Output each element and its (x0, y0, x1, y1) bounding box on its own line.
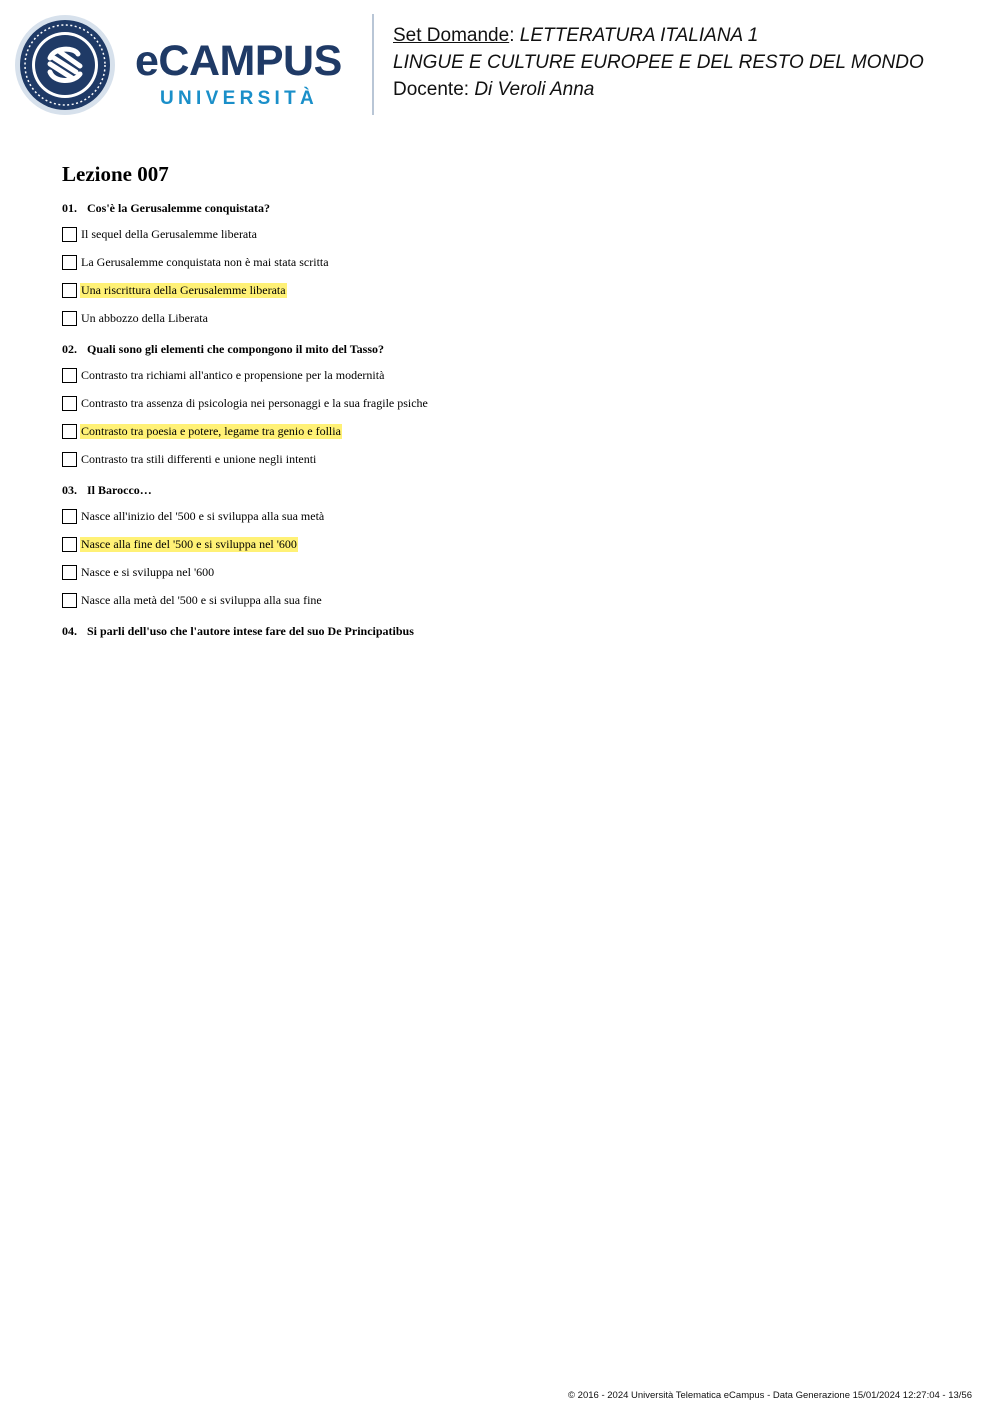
university-logo (14, 14, 359, 118)
answer-checkbox[interactable] (62, 227, 77, 242)
answer-text: Nasce alla metà del '500 e si sviluppa alla sua fine (81, 593, 322, 607)
question (62, 623, 942, 639)
answer-checkbox[interactable] (62, 424, 77, 439)
answer-text: Un abbozzo della Liberata (81, 311, 208, 325)
question-title (62, 623, 942, 639)
answer-option[interactable] (62, 281, 942, 300)
answer-option[interactable] (62, 563, 942, 582)
answer-checkbox[interactable] (62, 509, 77, 524)
answer-option[interactable] (62, 507, 942, 526)
lesson-title: Lezione 007 (62, 162, 169, 186)
question-number: 04. (62, 624, 77, 638)
question-number: 03. (62, 483, 77, 497)
answer-checkbox[interactable] (62, 311, 77, 326)
set-line (393, 22, 924, 49)
answer-option[interactable] (62, 422, 942, 441)
answer-text: Il sequel della Gerusalemme liberata (81, 227, 257, 241)
answer-checkbox[interactable] (62, 452, 77, 467)
question (62, 482, 942, 610)
question-title (62, 200, 942, 216)
answer-option[interactable] (62, 535, 942, 554)
question (62, 200, 942, 328)
brand-name: eCAMPUS (135, 37, 342, 85)
answer-option[interactable] (62, 394, 942, 413)
answer-text: Nasce e si sviluppa nel '600 (81, 565, 215, 579)
answer-option[interactable] (62, 225, 942, 244)
question (62, 341, 942, 469)
question-text: Cos'è la Gerusalemme conquistata? (87, 201, 270, 215)
header-info (393, 22, 924, 103)
answer-text-highlighted: Una riscrittura della Gerusalemme liberata (81, 283, 286, 297)
answer-checkbox[interactable] (62, 368, 77, 383)
ecampus-seal-icon (14, 14, 116, 116)
teacher-label: Docente: (393, 79, 475, 100)
set-separator: : (509, 25, 520, 46)
answer-checkbox[interactable] (62, 593, 77, 608)
answer-option[interactable] (62, 309, 942, 328)
answer-text-highlighted: Contrasto tra poesia e potere, legame tra genio e follia (81, 424, 341, 438)
question-number: 02. (62, 342, 77, 356)
answer-option[interactable] (62, 591, 942, 610)
course-name: LINGUE E CULTURE EUROPEE E DEL RESTO DEL MONDO (393, 52, 924, 73)
answer-text: La Gerusalemme conquistata non è mai stata scritta (81, 255, 329, 269)
set-label: Set Domande (393, 25, 510, 46)
answer-text: Contrasto tra assenza di psicologia nei personaggi e la sua fragile psiche (81, 396, 428, 410)
teacher-name: Di Veroli Anna (474, 79, 595, 100)
brand-subtitle: UNIVERSITÀ (160, 88, 319, 109)
answer-text: Nasce all'inizio del '500 e si sviluppa alla sua metà (81, 509, 325, 523)
question-title (62, 341, 942, 357)
lesson-content (62, 160, 942, 652)
answer-checkbox[interactable] (62, 283, 77, 298)
question-text: Si parli dell'uso che l'autore intese fare del suo De Principatibus (87, 624, 414, 638)
question-title (62, 482, 942, 498)
header-divider (372, 14, 374, 115)
question-text: Quali sono gli elementi che compongono il mito del Tasso? (87, 342, 385, 356)
answer-text: Contrasto tra stili differenti e unione negli intenti (81, 452, 317, 466)
set-value: LETTERATURA ITALIANA 1 (519, 25, 759, 46)
page-footer: © 2016 - 2024 Università Telematica eCampus - Data Generazione 15/01/2024 12:27:04 - 13/56 (568, 1390, 972, 1401)
answer-checkbox[interactable] (62, 396, 77, 411)
answer-option[interactable] (62, 450, 942, 469)
question-text: Il Barocco… (87, 483, 152, 497)
answer-checkbox[interactable] (62, 537, 77, 552)
answer-checkbox[interactable] (62, 255, 77, 270)
answer-option[interactable] (62, 253, 942, 272)
answer-text: Contrasto tra richiami all'antico e propensione per la modernità (81, 368, 385, 382)
answer-option[interactable] (62, 366, 942, 385)
teacher-line (393, 76, 924, 103)
answer-checkbox[interactable] (62, 565, 77, 580)
question-number: 01. (62, 201, 77, 215)
answer-text-highlighted: Nasce alla fine del '500 e si sviluppa nel '600 (81, 537, 297, 551)
